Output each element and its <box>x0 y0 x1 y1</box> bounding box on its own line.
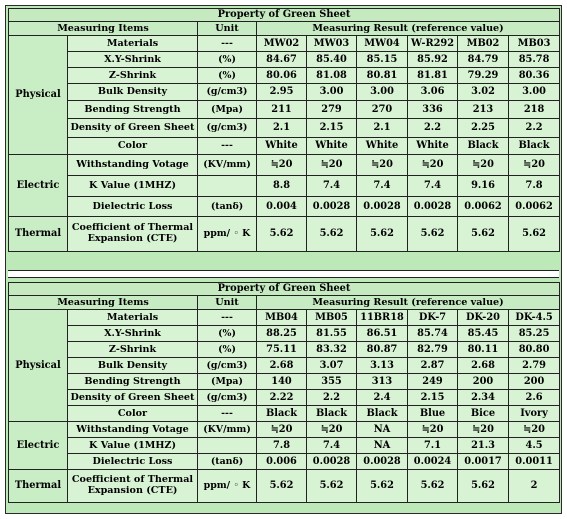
table-cell: 336 <box>408 101 458 119</box>
row-label-bending-strength: Bending Strength <box>68 101 198 119</box>
table-cell: 0.0017 <box>458 454 509 470</box>
table-cell: 211 <box>257 101 307 119</box>
table-cell: 5.62 <box>509 217 560 252</box>
table-cell: 75.11 <box>257 342 307 358</box>
table-cell: 80.87 <box>357 342 408 358</box>
row-label-dielectric-loss: Dielectric Loss <box>68 197 198 217</box>
table-cell: 5.62 <box>257 217 307 252</box>
table-cell: 3.00 <box>509 84 560 101</box>
table-cell: 2.2 <box>307 390 357 406</box>
table-cell: 80.81 <box>357 68 408 84</box>
row-label-color: Color <box>68 406 198 422</box>
table-cell: 0.0028 <box>408 197 458 217</box>
table-cell: ≒20 <box>458 155 509 176</box>
table-cell: 7.4 <box>408 176 458 197</box>
row-label-k-value: K Value (1MHZ) <box>68 176 198 197</box>
table-cell: 83.32 <box>307 342 357 358</box>
table-cell: 270 <box>357 101 408 119</box>
table-cell: 80.06 <box>257 68 307 84</box>
table-cell: MW04 <box>357 36 408 52</box>
row-unit: (g/cm3) <box>198 84 257 101</box>
row-unit <box>198 438 257 454</box>
row-unit: (%) <box>198 68 257 84</box>
table-cell: 86.51 <box>357 326 408 342</box>
category-physical: Physical <box>9 36 68 155</box>
table-cell: ≒20 <box>408 422 458 438</box>
table-cell: 85.25 <box>509 326 560 342</box>
table-cell: 3.00 <box>357 84 408 101</box>
table-cell: 80.36 <box>509 68 560 84</box>
category-electric: Electric <box>9 422 68 470</box>
row-unit: --- <box>198 36 257 52</box>
row-unit: (KV/mm) <box>198 155 257 176</box>
table-cell: 2.6 <box>509 390 560 406</box>
table-cell: 2.25 <box>458 119 509 138</box>
table-cell: W-R292 <box>408 36 458 52</box>
table-cell: 2.1 <box>357 119 408 138</box>
category-thermal: Thermal <box>9 217 68 252</box>
table-cell: White <box>357 138 408 155</box>
table-cell: 5.62 <box>257 470 307 503</box>
table-cell: White <box>408 138 458 155</box>
table-cell: 0.0011 <box>509 454 560 470</box>
table-cell: 5.62 <box>357 470 408 503</box>
table-cell: White <box>307 138 357 155</box>
table-cell: 218 <box>509 101 560 119</box>
row-label-bulk-density: Bulk Density <box>68 84 198 101</box>
table-cell: 279 <box>307 101 357 119</box>
row-unit: --- <box>198 310 257 326</box>
row-label-cte: Coefficient of Thermal Expansion (CTE) <box>68 217 198 252</box>
table-cell: 85.74 <box>408 326 458 342</box>
table-cell: NA <box>357 438 408 454</box>
row-unit: (tanδ) <box>198 197 257 217</box>
table-cell: 355 <box>307 374 357 390</box>
table-cell: 2.68 <box>458 358 509 374</box>
header-measuring-items: Measuring Items <box>9 296 198 310</box>
table-cell: 0.0028 <box>307 197 357 217</box>
table-cell: 2 <box>509 470 560 503</box>
table-cell: 11BR18 <box>357 310 408 326</box>
table-cell: 85.78 <box>509 52 560 68</box>
table-cell: ≒20 <box>509 422 560 438</box>
table-cell: MB03 <box>509 36 560 52</box>
row-unit: (Mpa) <box>198 101 257 119</box>
table-title: Property of Green Sheet <box>9 283 560 296</box>
table-separator <box>8 270 559 278</box>
table-cell: 2.34 <box>458 390 509 406</box>
table-cell: ≒20 <box>458 422 509 438</box>
row-unit: (%) <box>198 342 257 358</box>
row-label-density-green-sheet: Density of Green Sheet <box>68 119 198 138</box>
header-unit: Unit <box>198 296 257 310</box>
table-cell: 7.4 <box>307 438 357 454</box>
table-cell: Bice <box>458 406 509 422</box>
row-unit: ppm/ ◦ K <box>198 470 257 503</box>
table-cell: 85.40 <box>307 52 357 68</box>
table-cell: 85.15 <box>357 52 408 68</box>
green-sheet-table-2 <box>8 282 560 503</box>
table-cell: 0.0028 <box>357 454 408 470</box>
row-unit: (g/cm3) <box>198 119 257 138</box>
table-cell: 2.2 <box>408 119 458 138</box>
row-label-withstanding-voltage: Withstanding Votage <box>68 422 198 438</box>
table-cell: NA <box>357 422 408 438</box>
table-cell: 3.00 <box>307 84 357 101</box>
header-unit: Unit <box>198 22 257 36</box>
row-label-bending-strength: Bending Strength <box>68 374 198 390</box>
table-cell: 200 <box>509 374 560 390</box>
table-cell: Blue <box>408 406 458 422</box>
row-unit: (Mpa) <box>198 374 257 390</box>
table-cell: 3.07 <box>307 358 357 374</box>
table-cell: 79.29 <box>458 68 509 84</box>
table-cell: Black <box>509 138 560 155</box>
table-cell: 200 <box>458 374 509 390</box>
table-cell: 140 <box>257 374 307 390</box>
table-cell: 5.62 <box>357 217 408 252</box>
table-cell: 85.92 <box>408 52 458 68</box>
table-cell: 84.79 <box>458 52 509 68</box>
table-cell: 81.08 <box>307 68 357 84</box>
row-label-k-value: K Value (1MHZ) <box>68 438 198 454</box>
table-cell: 5.62 <box>458 470 509 503</box>
category-physical: Physical <box>9 310 68 422</box>
row-unit: (%) <box>198 52 257 68</box>
table-cell: 2.87 <box>408 358 458 374</box>
table-cell: 0.0062 <box>458 197 509 217</box>
table-cell: ≒20 <box>307 155 357 176</box>
table-cell: 5.62 <box>307 217 357 252</box>
header-measuring-items: Measuring Items <box>9 22 198 36</box>
table-cell: 213 <box>458 101 509 119</box>
table-title: Property of Green Sheet <box>9 9 560 22</box>
row-unit: --- <box>198 406 257 422</box>
table-cell: 2.22 <box>257 390 307 406</box>
table-cell: Ivory <box>509 406 560 422</box>
header-measuring-result: Measuring Result (reference value) <box>257 22 560 36</box>
table-cell: 3.13 <box>357 358 408 374</box>
table-cell: ≒20 <box>257 422 307 438</box>
table-cell: DK-20 <box>458 310 509 326</box>
table-cell: MW03 <box>307 36 357 52</box>
table-cell: 7.4 <box>357 176 408 197</box>
table-cell: Black <box>458 138 509 155</box>
row-unit: (%) <box>198 326 257 342</box>
table-cell: 80.80 <box>509 342 560 358</box>
category-electric: Electric <box>9 155 68 217</box>
row-label-z-shrink: Z-Shrink <box>68 342 198 358</box>
table-cell: 0.004 <box>257 197 307 217</box>
row-label-withstanding-voltage: Withstanding Votage <box>68 155 198 176</box>
table-cell: 2.15 <box>408 390 458 406</box>
table-cell: 88.25 <box>257 326 307 342</box>
row-unit: --- <box>198 138 257 155</box>
table-cell: 2.68 <box>257 358 307 374</box>
table-cell: 7.4 <box>307 176 357 197</box>
table-cell: 313 <box>357 374 408 390</box>
table-cell: 2.4 <box>357 390 408 406</box>
table-cell: 3.06 <box>408 84 458 101</box>
row-label-bulk-density: Bulk Density <box>68 358 198 374</box>
table-cell: 81.55 <box>307 326 357 342</box>
table-cell: 0.0062 <box>509 197 560 217</box>
header-measuring-result: Measuring Result (reference value) <box>257 296 560 310</box>
table-cell: 85.45 <box>458 326 509 342</box>
row-label-dielectric-loss: Dielectric Loss <box>68 454 198 470</box>
row-label-xy-shrink: X.Y-Shrink <box>68 326 198 342</box>
table-cell: 7.1 <box>408 438 458 454</box>
table-cell: 249 <box>408 374 458 390</box>
table-cell: 2.15 <box>307 119 357 138</box>
table-cell: ≒20 <box>509 155 560 176</box>
table-cell: 0.006 <box>257 454 307 470</box>
row-label-xy-shrink: X.Y-Shrink <box>68 52 198 68</box>
table-cell: MW02 <box>257 36 307 52</box>
table-cell: ≒20 <box>408 155 458 176</box>
table-cell: ≒20 <box>257 155 307 176</box>
row-unit: (g/cm3) <box>198 390 257 406</box>
table-cell: 80.11 <box>458 342 509 358</box>
row-unit: (tanδ) <box>198 454 257 470</box>
table-cell: 21.3 <box>458 438 509 454</box>
table-cell: DK-7 <box>408 310 458 326</box>
table-cell: 84.67 <box>257 52 307 68</box>
table-cell: 0.0028 <box>357 197 408 217</box>
table-cell: DK-4.5 <box>509 310 560 326</box>
row-label-density-green-sheet: Density of Green Sheet <box>68 390 198 406</box>
row-label-materials: Materials <box>68 36 198 52</box>
table-cell: ≒20 <box>307 422 357 438</box>
table-cell: 2.2 <box>509 119 560 138</box>
table-cell: White <box>257 138 307 155</box>
table-cell: 5.62 <box>458 217 509 252</box>
table-cell: 5.62 <box>307 470 357 503</box>
table-cell: Black <box>357 406 408 422</box>
table-cell: 2.95 <box>257 84 307 101</box>
table-cell: 8.8 <box>257 176 307 197</box>
table-cell: MB05 <box>307 310 357 326</box>
table-cell: 0.0028 <box>307 454 357 470</box>
table-cell: 7.8 <box>257 438 307 454</box>
category-thermal: Thermal <box>9 470 68 503</box>
row-unit <box>198 176 257 197</box>
table-cell: 5.62 <box>408 470 458 503</box>
row-unit: ppm/ ◦ K <box>198 217 257 252</box>
row-label-z-shrink: Z-Shrink <box>68 68 198 84</box>
row-unit: (g/cm3) <box>198 358 257 374</box>
table-cell: 7.8 <box>509 176 560 197</box>
table-cell: 82.79 <box>408 342 458 358</box>
row-unit: (KV/mm) <box>198 422 257 438</box>
table-cell: 3.02 <box>458 84 509 101</box>
table-cell: 0.0024 <box>408 454 458 470</box>
row-label-materials: Materials <box>68 310 198 326</box>
table-cell: 2.79 <box>509 358 560 374</box>
table-cell: ≒20 <box>357 155 408 176</box>
table-cell: Black <box>307 406 357 422</box>
row-label-cte: Coefficient of Thermal Expansion (CTE) <box>68 470 198 503</box>
table-cell: 4.5 <box>509 438 560 454</box>
table-cell: 81.81 <box>408 68 458 84</box>
row-label-color: Color <box>68 138 198 155</box>
table-cell: 5.62 <box>408 217 458 252</box>
table-cell: Black <box>257 406 307 422</box>
table-cell: MB02 <box>458 36 509 52</box>
table-cell: MB04 <box>257 310 307 326</box>
table-cell: 2.1 <box>257 119 307 138</box>
green-sheet-table-1 <box>8 8 560 252</box>
table-cell: 9.16 <box>458 176 509 197</box>
